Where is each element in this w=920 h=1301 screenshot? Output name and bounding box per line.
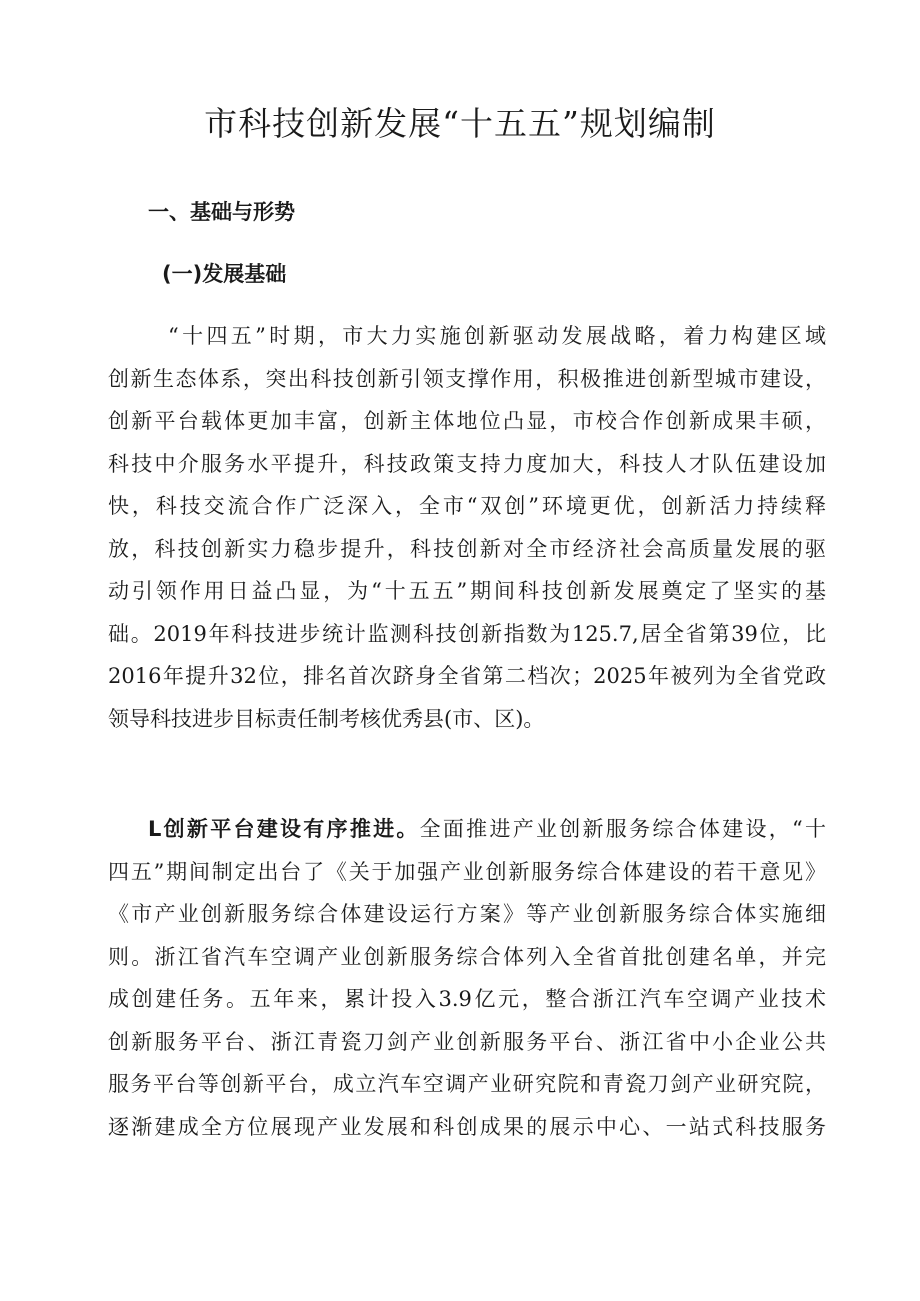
paragraph-line: 则。浙江省汽车空调产业创新服务综合体列入全省首批创建名单，并完 — [108, 944, 826, 969]
section-heading: 一、基础与形势 — [148, 200, 295, 224]
paragraph-line: 2016年提升32位，排名首次跻身全省第二档次；2025年被列为全省党政 — [108, 664, 826, 688]
paragraph-line: 成创建任务。五年来，累计投入3.9亿元，整合浙江汽车空调产业技术 — [108, 987, 826, 1011]
paragraph-line: 动引领作用日益凸显，为“十五五”期间科技创新发展奠定了坚实的基 — [108, 579, 826, 603]
paragraph-line: 创新平台载体更加丰富，创新主体地位凸显，市校合作创新成果丰硕， — [108, 409, 826, 433]
paragraph-lead: L创新平台建设有序推进。 — [148, 817, 420, 841]
paragraph-line-text: 全面推进产业创新服务综合体建设，“十 — [419, 817, 826, 841]
paragraph-line: 快，科技交流合作广泛深入，全市“双创”环境更优，创新活力持续释 — [108, 494, 826, 518]
paragraph-line: 创新生态体系，突出科技创新引领支撑作用，积极推进创新型城市建设， — [108, 366, 826, 391]
paragraph-line: 创新服务平台、浙江青瓷刀剑产业创新服务平台、浙江省中小企业公共 — [108, 1029, 826, 1054]
paragraph-line-with-lead — [108, 808, 826, 851]
paragraph-innovation-platform — [108, 808, 826, 1148]
paragraph-line: 逐渐建成全方位展现产业发展和科创成果的展示中心、一站式科技服务 — [108, 1114, 826, 1139]
paragraph-line: 科技中介服务水平提升，科技政策支持力度加大，科技人才队伍建设加 — [108, 451, 826, 476]
paragraph-line: 领导科技进步目标责任制考核优秀县(市、区)。 — [108, 706, 545, 731]
document-title: 市科技创新发展“十五五”规划编制 — [204, 104, 716, 143]
paragraph-line: 四五”期间制定出台了《关于加强产业创新服务综合体建设的若干意见》 — [108, 859, 826, 884]
subsection-heading: (一)发展基础 — [162, 262, 287, 286]
paragraph-line: 服务平台等创新平台，成立汽车空调产业研究院和青瓷刀剑产业研究院， — [108, 1072, 826, 1096]
paragraph-line: 础。2019年科技进步统计监测科技创新指数为125.7,居全省第39位，比 — [108, 621, 826, 646]
paragraph-line: 放，科技创新实力稳步提升，科技创新对全市经济社会高质量发展的驱 — [108, 536, 826, 561]
paragraph-line: 《市产业创新服务综合体建设运行方案》等产业创新服务综合体实施细 — [108, 902, 826, 926]
paragraph-development-basis — [108, 315, 826, 740]
paragraph-line: “十四五”时期，市大力实施创新驱动发展战略，着力构建区域 — [168, 324, 826, 348]
